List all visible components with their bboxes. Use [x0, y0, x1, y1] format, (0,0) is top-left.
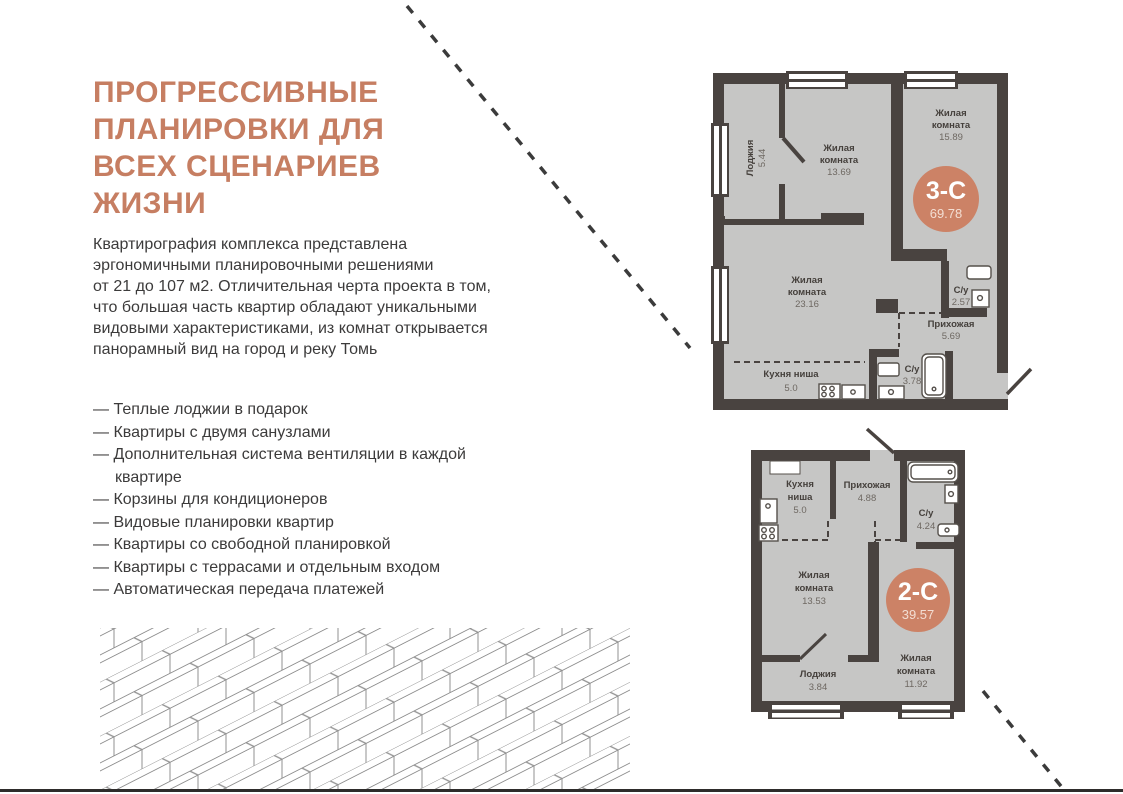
floorplan-3c [703, 63, 1033, 418]
feature-item: — Квартиры со свободной планировкой [93, 536, 391, 553]
feature-item: — Квартиры с террасами и отдельным входом [93, 558, 441, 576]
room-area: 5.69 [941, 331, 961, 342]
room-label: С/у [918, 508, 934, 519]
room-area: 13.53 [802, 596, 826, 607]
stove-icon [759, 525, 778, 541]
feature-item: — Теплые лоджии в подарок [93, 401, 308, 418]
room-area: 13.69 [827, 167, 851, 178]
apartment-area: 39.57 [901, 607, 935, 622]
apartment-area: 69.78 [929, 206, 963, 221]
room-area: 5.44 [757, 148, 768, 168]
feature-item: — Автоматическая передача платежей [93, 581, 385, 598]
room-label: комната [931, 120, 971, 131]
intro-line: от 21 до 107 м2. Отличительная черта проекта в том, [93, 278, 491, 295]
room-label: комната [896, 666, 936, 677]
room-label: С/у [904, 364, 920, 375]
room-label: Лоджия [799, 669, 837, 680]
sink-icon [945, 485, 958, 503]
room-area: 3.78 [902, 376, 922, 387]
apartment-type: 3-С [925, 177, 967, 205]
room-label: Прихожая [927, 319, 975, 330]
toilet-icon [967, 266, 991, 279]
room-label: Прихожая [843, 480, 891, 491]
feature-item: — Квартиры с двумя санузлами [93, 423, 331, 441]
apartment-type: 2-С [897, 578, 939, 606]
room-label: Кухня [786, 479, 814, 490]
sink-icon [760, 499, 777, 523]
dashed-line-bottom [975, 685, 1085, 794]
room-label: Жилая [791, 275, 823, 286]
intro-line: видовыми характеристиками, из комнат открывается [93, 320, 488, 337]
feature-item: — Дополнительная система вентиляции в каждой квартире [93, 446, 466, 486]
washer-icon [878, 363, 899, 376]
brick-pattern-graphic [100, 628, 630, 789]
floorplan-2c [748, 425, 983, 725]
sink-icon [972, 290, 989, 307]
sink-icon [879, 386, 904, 399]
feature-item: — Видовые планировки квартир [93, 513, 334, 531]
intro-line: что большая часть квартир обладают уникальными [93, 299, 477, 316]
dashed-line-top [390, 0, 710, 355]
room-label: Лоджия [745, 139, 756, 177]
room-area: 23.16 [795, 299, 819, 310]
feature-list [93, 399, 493, 602]
room-label: Жилая [935, 108, 967, 119]
page-title-line: ЖИЗНИ [93, 187, 207, 220]
plan-3c-badge [913, 166, 979, 232]
kitchen-sink-icon [842, 385, 865, 399]
room-area: 11.92 [904, 679, 928, 690]
room-label: Жилая [823, 143, 855, 154]
room-area: 5.0 [784, 383, 798, 394]
page-title-line: ВСЕХ СЦЕНАРИЕВ [93, 150, 381, 183]
intro-line: панорамный вид на город и реку Томь [93, 341, 378, 358]
room-area: 5.0 [793, 505, 807, 516]
plan-3c-structure [713, 73, 1031, 410]
room-label: Жилая [798, 570, 830, 581]
intro-line: эргономичными планировочными решениями [93, 257, 434, 274]
stove-icon [819, 384, 840, 399]
plan-2c-badge [886, 568, 950, 632]
page-title-line: ПЛАНИРОВКИ ДЛЯ [93, 113, 385, 146]
room-label: комната [819, 155, 859, 166]
room-area: 4.24 [916, 521, 936, 532]
room-label: комната [794, 583, 834, 594]
room-area: 4.88 [857, 493, 877, 504]
room-label: С/у [953, 285, 969, 296]
room-label: комната [787, 287, 827, 298]
page-bottom-border [0, 789, 1123, 792]
feature-item: — Корзины для кондиционеров [93, 491, 328, 508]
room-area: 2.57 [951, 297, 971, 308]
intro-line: Квартирография комплекса представлена [93, 236, 408, 253]
room-label: ниша [787, 492, 813, 503]
room-area: 3.84 [808, 682, 828, 693]
room-label: Кухня ниша [763, 369, 819, 380]
room-label: Жилая [900, 653, 932, 664]
page-title-line: ПРОГРЕССИВНЫЕ [93, 76, 379, 109]
room-area: 15.89 [939, 132, 963, 143]
